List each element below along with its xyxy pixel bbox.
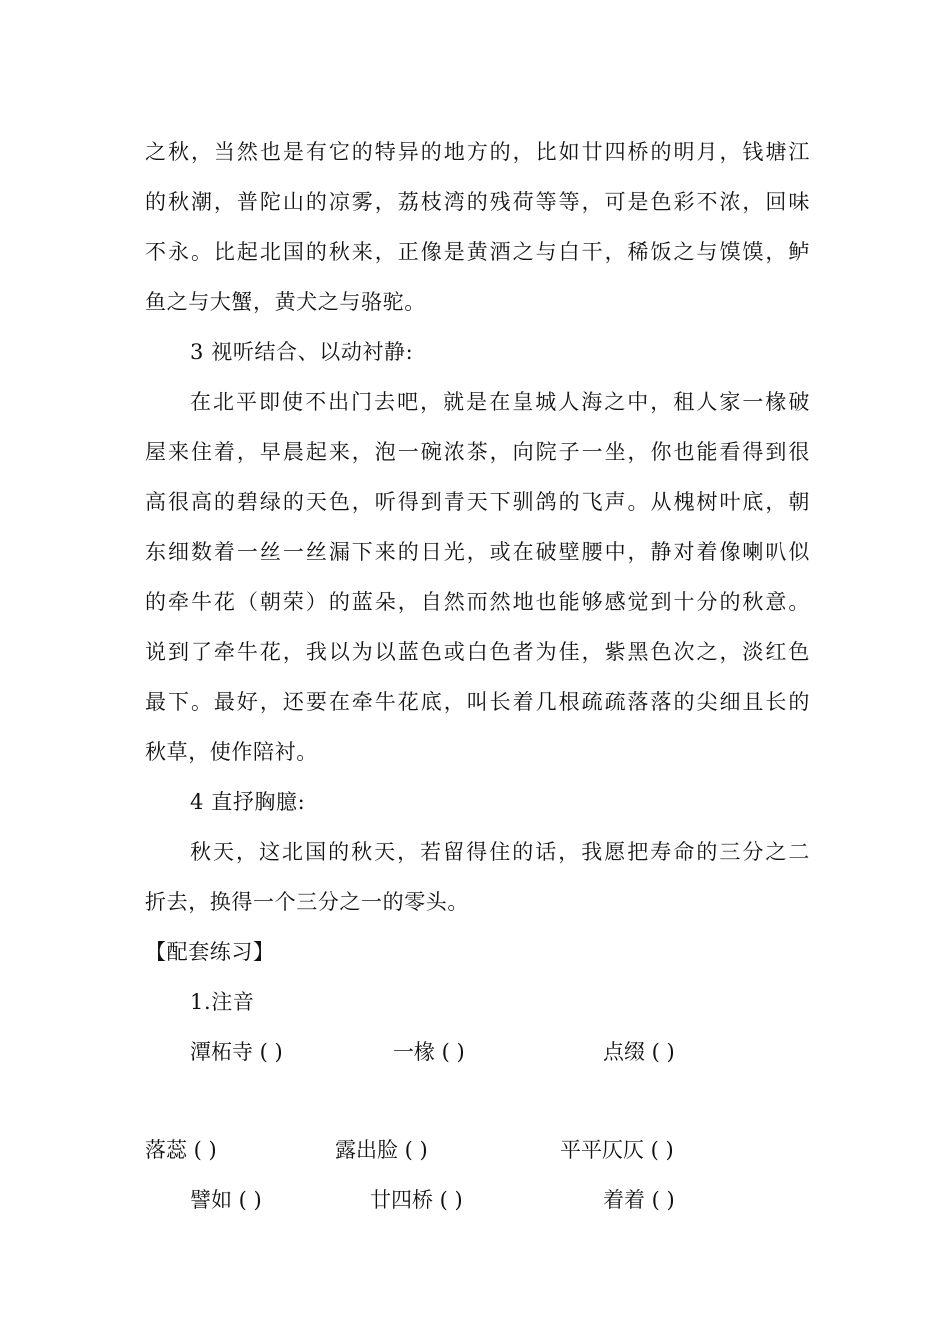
section-heading-3: 3 视听结合、以动衬静: xyxy=(190,340,414,364)
paragraph-line: 秋天，这北国的秋天，若留得住的话，我愿把寿命的三分之二 xyxy=(190,840,810,864)
paragraph-line: 鱼之与大蟹，黄犬之与骆驼。 xyxy=(145,290,426,314)
pinyin-item: 露出脸 ( ) xyxy=(335,1138,428,1162)
pinyin-item: 一椽 ( ) xyxy=(393,1040,465,1064)
paragraph-line: 屋来住着，早晨起来，泡一碗浓茶，向院子一坐，你也能看得到很 xyxy=(145,440,810,464)
paragraph-line: 的牵牛花（朝荣）的蓝朵，自然而然地也能够感觉到十分的秋意。 xyxy=(145,590,810,614)
section-heading-4: 4 直抒胸臆: xyxy=(190,790,306,814)
paragraph-line: 折去，换得一个三分之一的零头。 xyxy=(145,890,469,914)
exercise-subheading: 1.注音 xyxy=(190,990,255,1014)
paragraph-line: 之秋，当然也是有它的特异的地方的，比如廿四桥的明月，钱塘江 xyxy=(145,140,810,164)
paragraph-line: 不永。比起北国的秋来，正像是黄酒之与白干，稀饭之与馍馍，鲈 xyxy=(145,240,810,264)
paragraph-line: 说到了牵牛花，我以为以蓝色或白色者为佳，紫黑色次之，淡红色 xyxy=(145,640,810,664)
paragraph-line: 秋草，使作陪衬。 xyxy=(145,740,318,764)
paragraph-line: 高很高的碧绿的天色，听得到青天下驯鸽的飞声。从槐树叶底，朝 xyxy=(145,490,810,514)
pinyin-item: 落蕊 ( ) xyxy=(145,1138,217,1162)
pinyin-item: 平平仄仄 ( ) xyxy=(560,1138,674,1162)
pinyin-item: 潭柘寺 ( ) xyxy=(190,1040,283,1064)
exercise-heading: 【配套练习】 xyxy=(145,940,275,964)
paragraph-line: 东细数着一丝一丝漏下来的日光，或在破壁腰中，静对着像喇叭似 xyxy=(145,540,810,564)
pinyin-item: 譬如 ( ) xyxy=(190,1188,262,1212)
paragraph-line: 的秋潮，普陀山的凉雾，荔枝湾的残荷等等，可是色彩不浓，回味 xyxy=(145,190,810,214)
pinyin-item: 廿四桥 ( ) xyxy=(370,1188,463,1212)
paragraph-line: 在北平即使不出门去吧，就是在皇城人海之中，租人家一椽破 xyxy=(190,390,810,414)
paragraph-line: 最下。最好，还要在牵牛花底，叫长着几根疏疏落落的尖细且长的 xyxy=(145,690,810,714)
pinyin-item: 着着 ( ) xyxy=(603,1188,675,1212)
pinyin-item: 点缀 ( ) xyxy=(603,1040,675,1064)
